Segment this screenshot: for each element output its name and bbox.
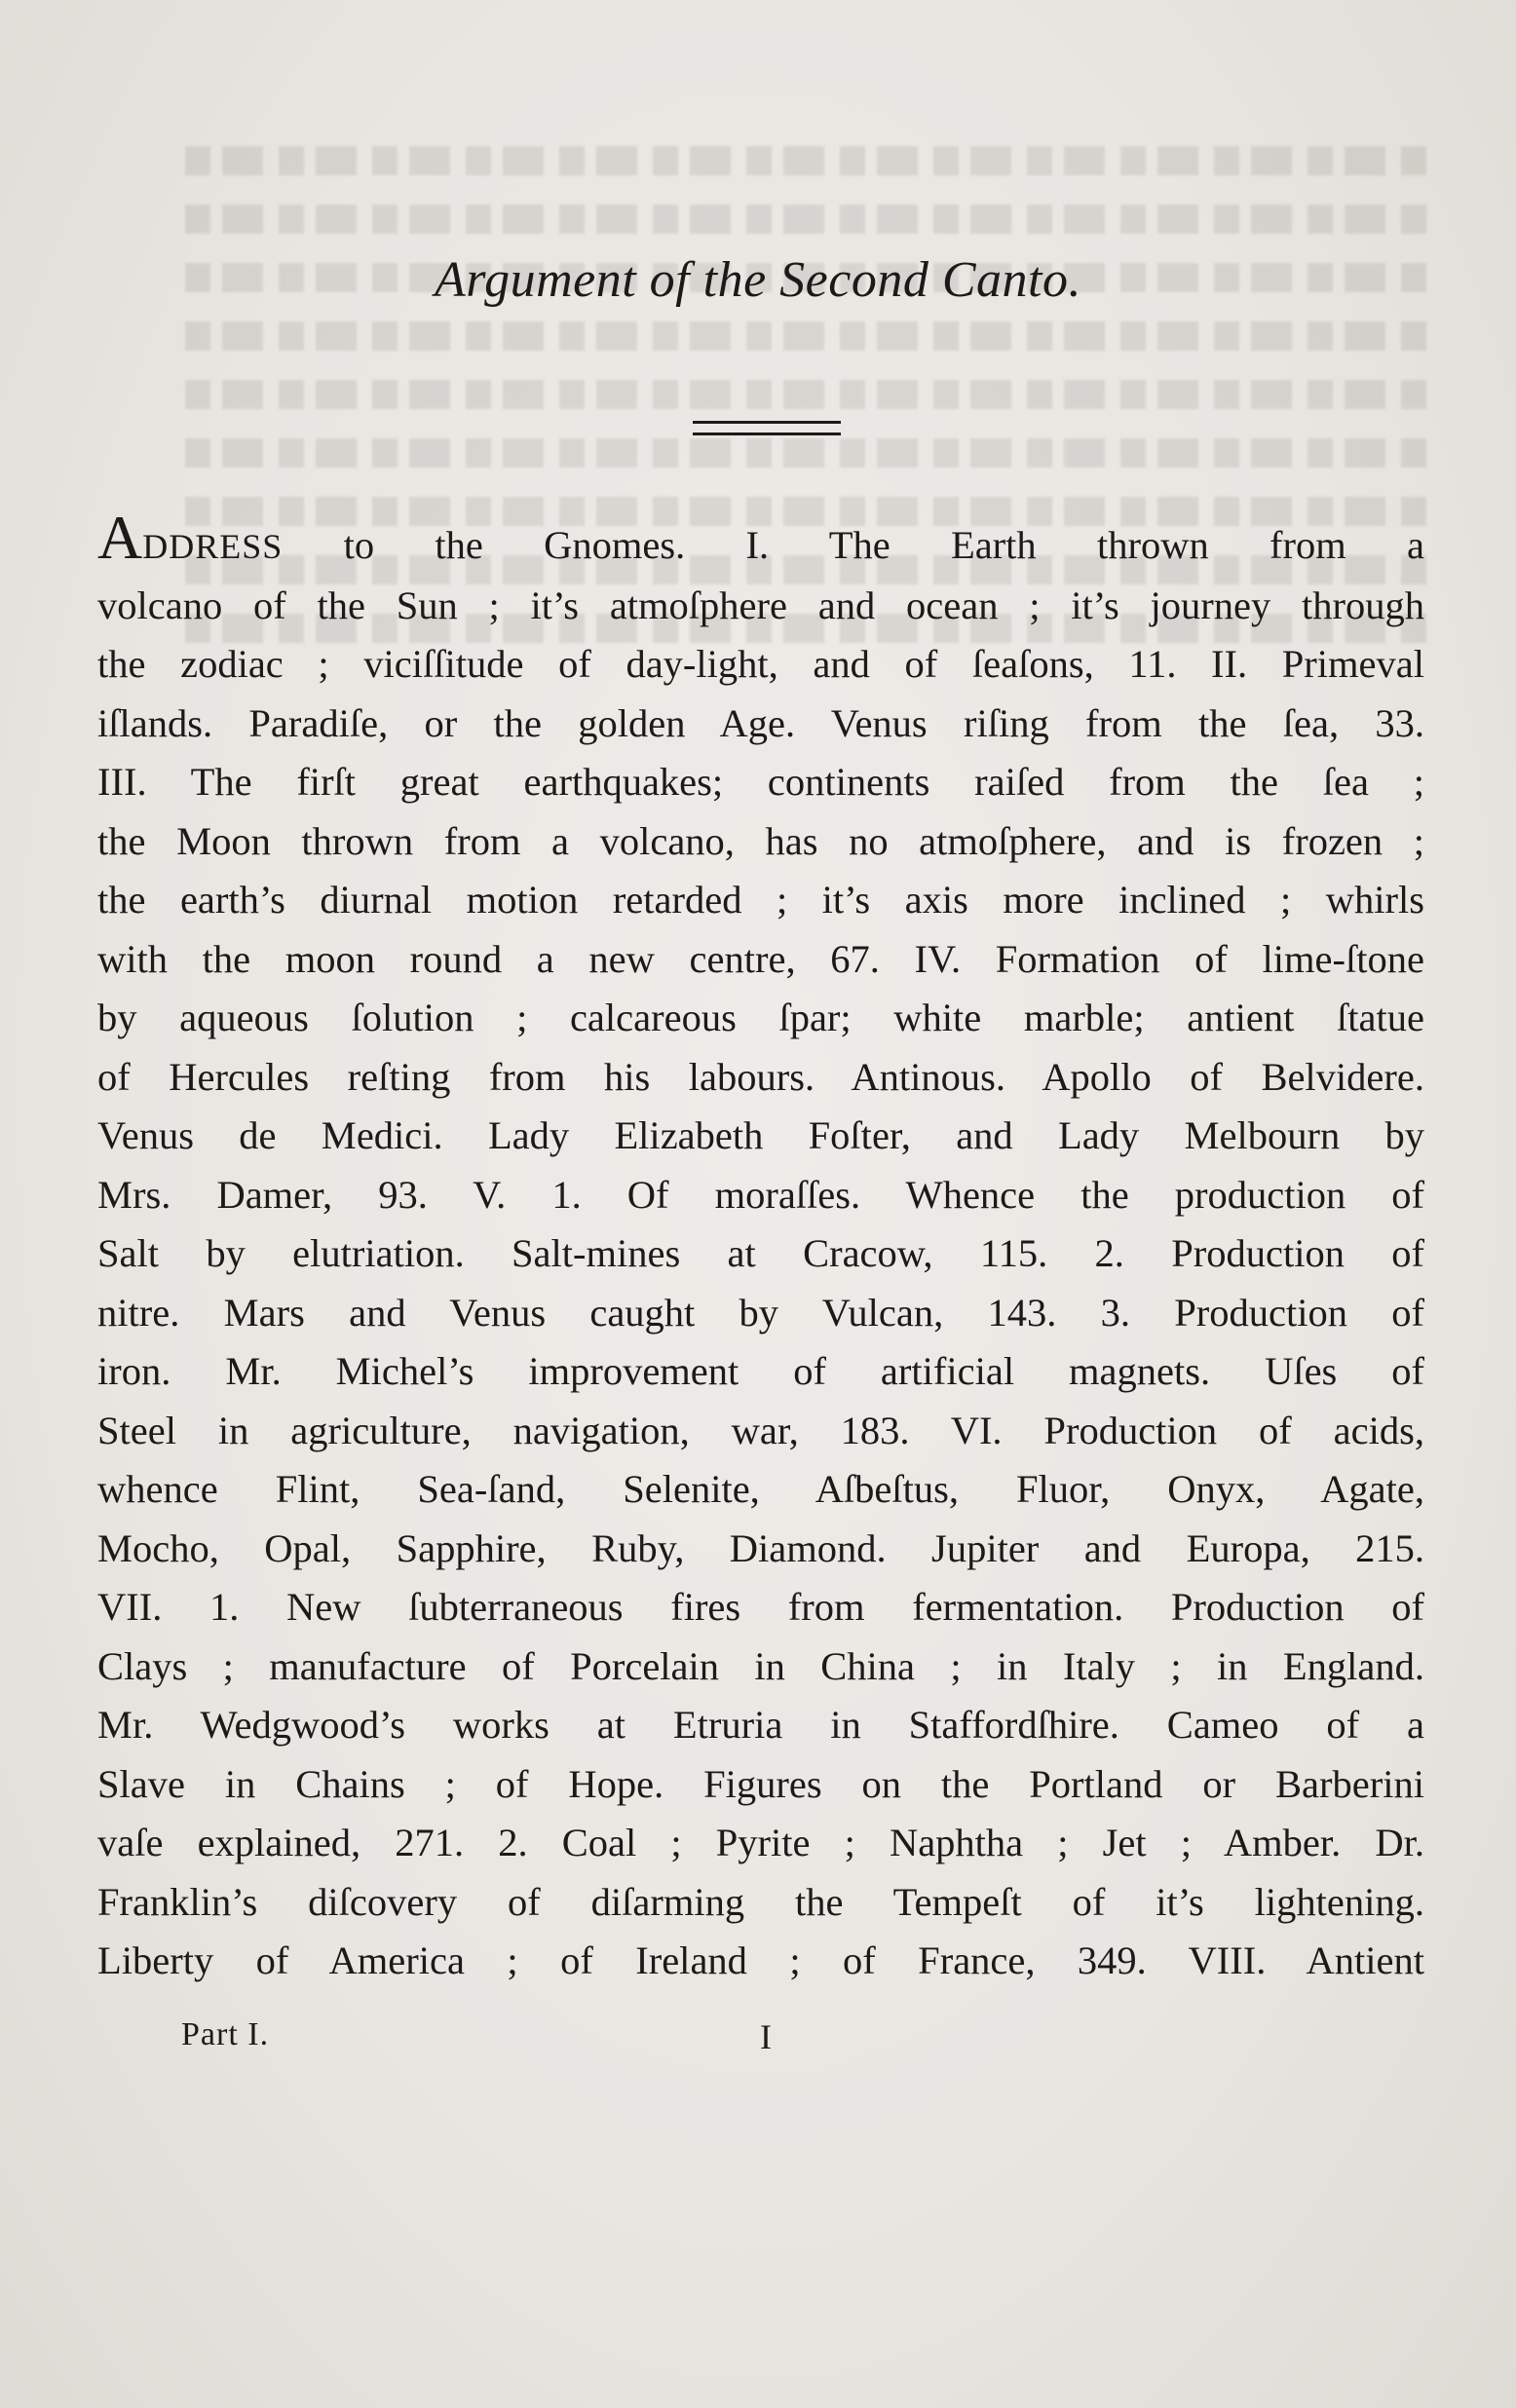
text-line: Franklin’s diſcovery of diſarming the Tempeſt of it’s lightening. <box>97 1879 1424 1924</box>
text-line: III. The firſt great earthquakes; continents raiſed from the ſea ; <box>97 760 1424 804</box>
text-line: Slave in Chains ; of Hope. Figures on the Portland or Barberini <box>97 1761 1424 1806</box>
heading-rule-top <box>693 421 841 424</box>
text-line-first <box>97 503 1424 577</box>
text-line: the earth’s diurnal motion retarded ; it’s axis more inclined ; whirls <box>97 878 1424 922</box>
text-line: vaſe explained, 271. 2. Coal ; Pyrite ; Naphtha ; Jet ; Amber. Dr. <box>97 1821 1424 1864</box>
signature-mark: I <box>760 2017 772 2056</box>
text-line: Mocho, Opal, Sapphire, Ruby, Diamond. Jupiter and Europa, 215. <box>97 1525 1424 1570</box>
part-label: Part I. <box>181 2016 270 2052</box>
text-line: Venus de Medici. Lady Elizabeth Foſter, and Lady Melbourn by <box>97 1113 1424 1157</box>
text-line: the Moon thrown from a volcano, has no atmoſphere, and is frozen ; <box>97 818 1424 863</box>
text-line: Liberty of America ; of Ireland ; of France, 349. VIII. Antient <box>97 1938 1424 1982</box>
drop-letter: A <box>97 503 143 572</box>
text-line: with the moon round a new centre, 67. IV. Formation of lime-ſtone <box>97 936 1424 981</box>
text-line: nitre. Mars and Venus caught by Vulcan, 143. 3. Production of <box>97 1290 1424 1335</box>
page-heading: Argument of the Second Canto. <box>435 252 1081 308</box>
text-line: VII. 1. New ſubterraneous fires from fermentation. Production of <box>97 1585 1424 1629</box>
text-line: by aqueous ſolution ; calcareous ſpar; white marble; antient ſtatue <box>97 996 1424 1039</box>
text-line: Steel in agriculture, navigation, war, 183. VI. Production of acids, <box>97 1408 1424 1452</box>
text-line: of Hercules reſting from his labours. Antinous. Apollo of Belvidere. <box>97 1054 1424 1099</box>
small-caps-word: DDRESS <box>142 527 284 566</box>
first-line-rest: to the Gnomes. I. The Earth thrown from a <box>343 523 1424 567</box>
text-line: Salt by elutriation. Salt-mines at Cracow, 115. 2. Production of <box>97 1231 1424 1275</box>
heading-rule-bottom <box>693 433 841 435</box>
text-line: the zodiac ; viciſſitude of day-light, and of ſeaſons, 11. II. Primeval <box>97 642 1424 686</box>
text-line: volcano of the Sun ; it’s atmoſphere and ocean ; it’s journey through <box>97 583 1424 627</box>
text-line: whence Flint, Sea-ſand, Selenite, Aſbeſtus, Fluor, Onyx, Agate, <box>97 1467 1424 1511</box>
text-line: Mrs. Damer, 93. V. 1. Of moraſſes. Whence the production of <box>97 1172 1424 1217</box>
text-line: Clays ; manufacture of Porcelain in China ; in Italy ; in England. <box>97 1643 1424 1688</box>
text-line: iſlands. Paradiſe, or the golden Age. Venus riſing from the ſea, 33. <box>97 700 1424 745</box>
argument-text <box>97 503 1424 1991</box>
text-line: Mr. Wedgwood’s works at Etruria in Staffordſhire. Cameo of a <box>97 1703 1424 1747</box>
text-line: iron. Mr. Michel’s improvement of artificial magnets. Uſes of <box>97 1349 1424 1393</box>
